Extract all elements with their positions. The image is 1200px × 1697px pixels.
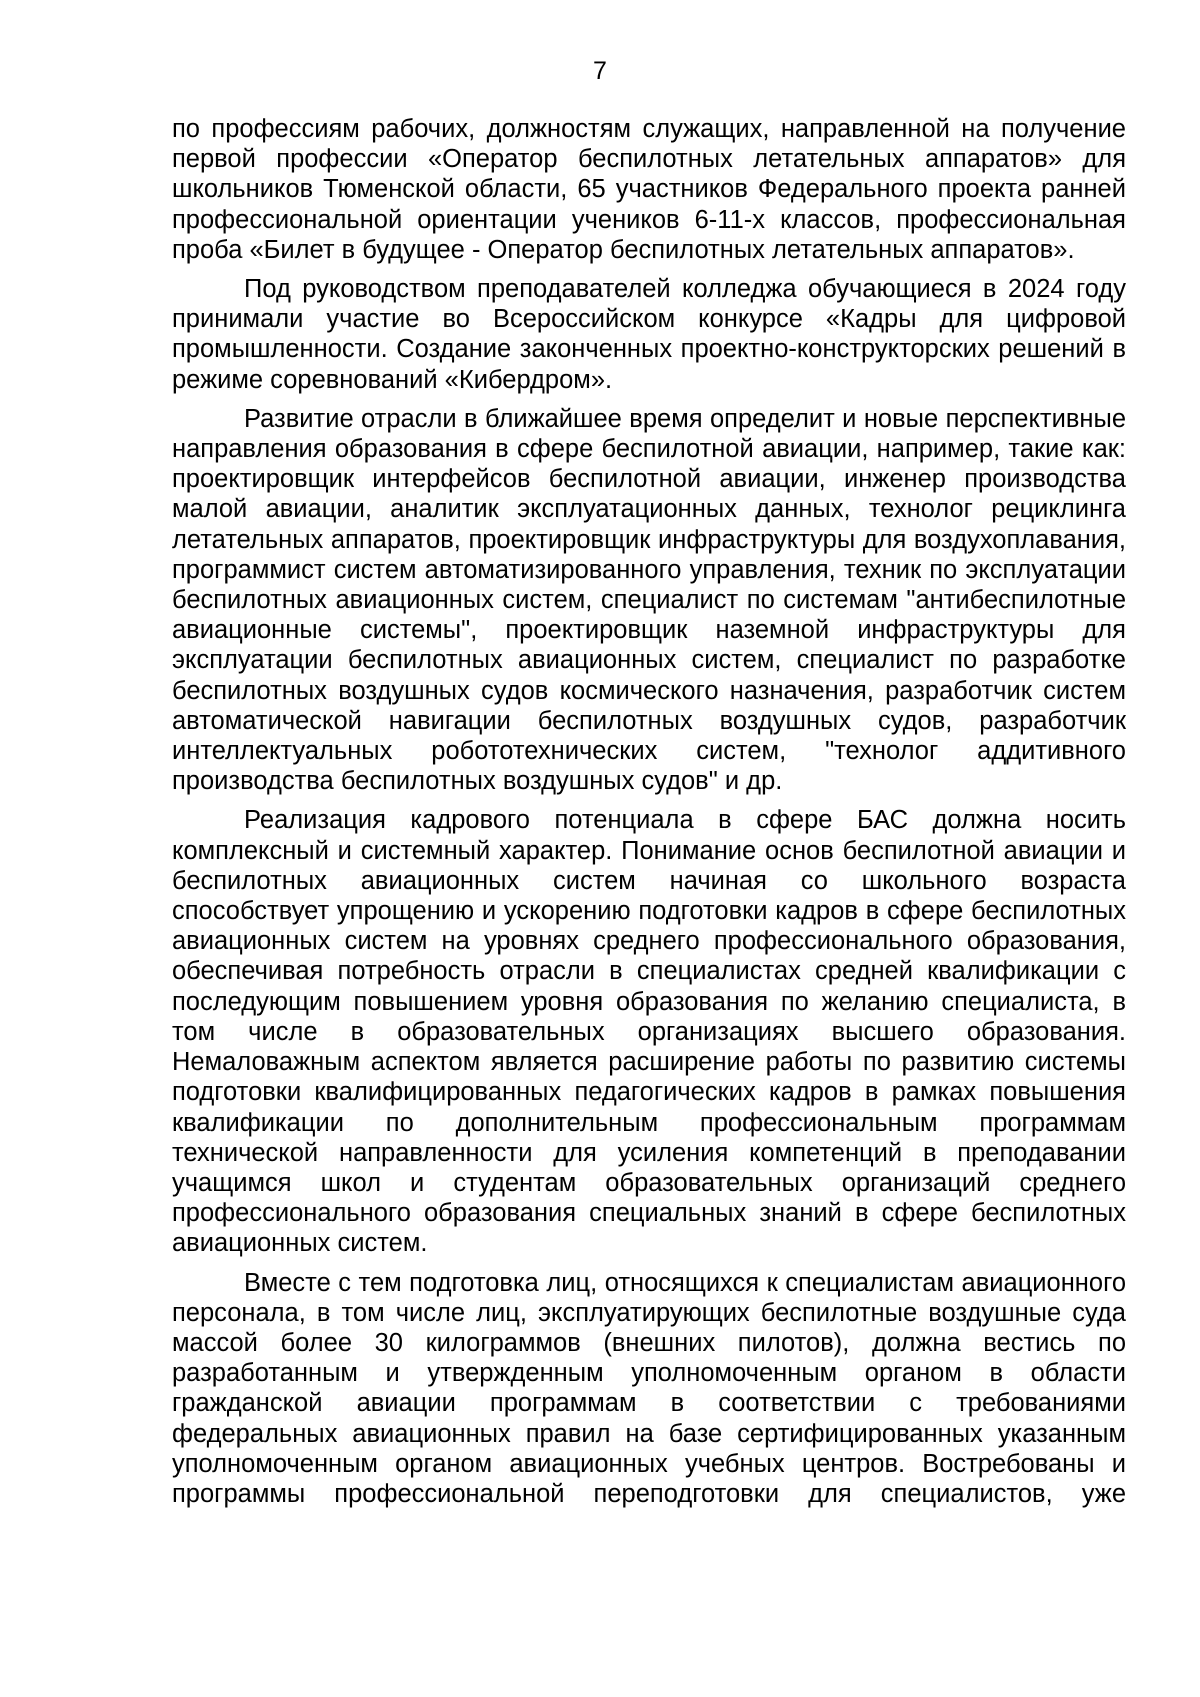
paragraph-competition: Под руководством преподавателей колледжа обучающиеся в 2024 году принимали участие во Всероссийском конкурсе «Кадры для цифровой промышленности. Создание законченных проектно-конструкторских решений в режиме соревнований «Кибердром». [172,275,1126,394]
document-body [172,114,1126,1509]
paragraph-industry-directions: Развитие отрасли в ближайшее время определит и новые перспективные направления образования в сфере беспилотной авиации, например, такие как: проектировщик интерфейсов беспилотной авиации, инженер производства малой авиации, аналитик эксплуатационных данных, технолог рециклинга летательных аппаратов, проектировщик инфраструктуры для воздухоплавания, программист систем автоматизированного управления, техник по эксплуатации беспилотных авиационных систем, специалист по системам "антибеспилотные авиационные системы", проектировщик наземной инфраструктуры для эксплуатации беспилотных авиационных систем, специалист по разработке беспилотных воздушных судов космического назначения, разработчик систем автоматической навигации беспилотных воздушных судов, разработчик интеллектуальных робототехнических систем, "технолог аддитивного производства беспилотных воздушных судов" и др. [172,404,1126,796]
page-number: 7 [593,57,607,85]
paragraph-continuation: по профессиям рабочих, должностям служащих, направленной на получение первой профессии «Оператор беспилотных летательных аппаратов» для школьников Тюменской области, 65 участников Федерального проекта ранней профессиональной ориентации учеников 6-11-х классов, профессиональная проба «Билет в будущее - Оператор беспилотных летательных аппаратов». [172,115,1126,264]
paragraph-aviation-personnel: Вместе с тем подготовка лиц, относящихся к специалистам авиационного персонала, в том числе лиц, эксплуатирующих беспилотные воздушные суда массой более 30 килограммов (внешних пилотов), должна вестись по разработанным и утвержденным уполномоченным органом в области гражданской авиации программам в соответствии с требованиями федеральных авиационных правил на базе сертифицированных указанным уполномоченным органом авиационных учебных центров. Востребованы и программы профессиональной переподготовки для специалистов, уже [172,1268,1126,1508]
paragraph-personnel-potential: Реализация кадрового потенциала в сфере БАС должна носить комплексный и системный характер. Понимание основ беспилотной авиации и беспилотных авиационных систем начиная со школьного возраста способствует упрощению и ускорению подготовки кадров в сфере беспилотных авиационных систем на уровнях среднего профессионального образования, обеспечивая потребность отрасли в специалистах средней квалификации с последующим повышением уровня образования по желанию специалиста, в том числе в образовательных организациях высшего образования. Немаловажным аспектом является расширение работы по развитию системы подготовки квалифицированных педагогических кадров в рамках повышения квалификации по дополнительным профессиональным программам технической направленности для усиления компетенций в преподавании учащимся школ и студентам образовательных организаций среднего профессионального образования специальных знаний в сфере беспилотных авиационных систем. [172,806,1126,1258]
